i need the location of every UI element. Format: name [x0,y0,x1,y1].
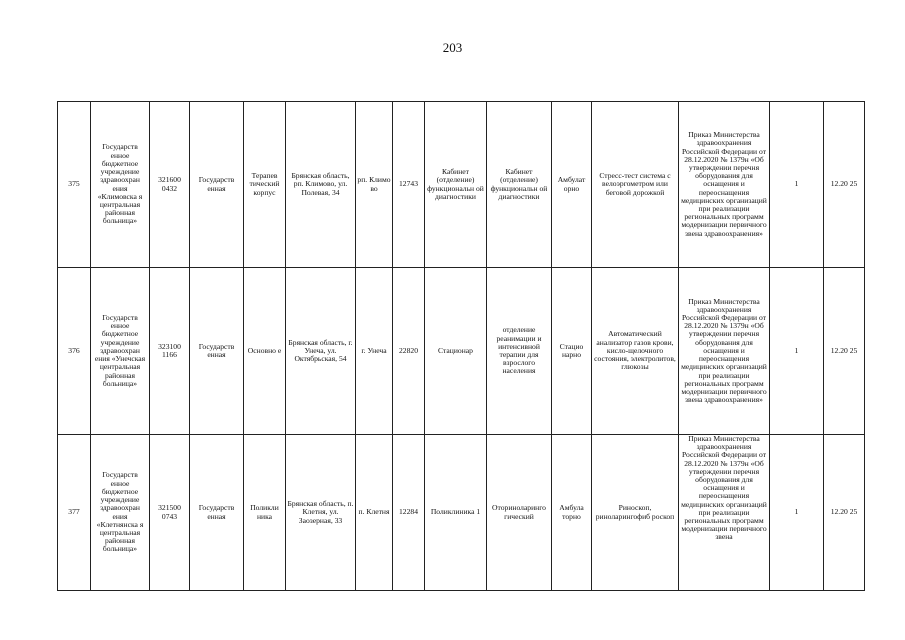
locality: г. Унеча [356,268,393,435]
equipment: Стресс-тест система с велоэргометром или беговой дорожкой [592,102,679,268]
quantity: 1 [770,435,824,591]
care-type: Амбулат орно [552,102,592,268]
deadline: 12.20 25 [824,102,865,268]
care-type: Стацио нарно [552,268,592,435]
locality-index: 12284 [393,435,425,591]
subunit: Оториноларинго гический [487,435,552,591]
locality-index: 12743 [393,102,425,268]
care-type: Амбула торно [552,435,592,591]
ownership-form: Государств енная [190,435,244,591]
subunit: отделение реанимации и интенсивной терапии для взрослого населения [487,268,552,435]
address: Брянская область, г. Унеча, ул. Октябрьская, 54 [286,268,356,435]
deadline: 12.20 25 [824,268,865,435]
building: Терапев тический корпус [244,102,286,268]
legal-basis: Приказ Министерства здравоохранения Российской Федерации от 28.12.2020 № 1379н «Об утверждении перечня оборудования для оснащения и переоснащения медицинских организаций при реализации региональных программ модернизации первичного звена здравоохранения» [679,102,770,268]
legal-basis: Приказ Министерства здравоохранения Российской Федерации от 28.12.2020 № 1379н «Об утверждении перечня оборудования для оснащения и переоснащения медицинских организаций при реализации региональных программ модернизации первичного звена [679,435,770,591]
table-row [58,102,865,268]
building: Основно е [244,268,286,435]
organization-code: 321600 0432 [150,102,190,268]
registry-table [57,101,865,591]
deadline: 12.20 25 [824,435,865,591]
quantity: 1 [770,268,824,435]
organization-name: Государств енное бюджетное учреждение здравоохран ения «Клетнянска я центральная районная больница» [91,435,150,591]
unit: Поликлиника 1 [425,435,487,591]
legal-basis: Приказ Министерства здравоохранения Российской Федерации от 28.12.2020 № 1379н «Об утверждении перечня оборудования для оснащения и переоснащения медицинских организаций при реализации региональных программ модернизации первичного звена здравоохранения» [679,268,770,435]
locality: рп. Климо во [356,102,393,268]
locality-index: 22820 [393,268,425,435]
subunit: Кабинет (отделение) функциональн ой диагностики [487,102,552,268]
organization-name: Государств енное бюджетное учреждение здравоохран ения «Унечская центральная районная больница» [91,268,150,435]
equipment: Автоматический анализатор газов крови, кисло-щелочного состояния, электролитов, глюкозы [592,268,679,435]
row-number: 376 [58,268,91,435]
organization-name: Государств енное бюджетное учреждение здравоохран ения «Климовска я центральная районная больница» [91,102,150,268]
table-row [58,268,865,435]
organization-code: 321500 0743 [150,435,190,591]
organization-code: 323100 1166 [150,268,190,435]
address: Брянская область, п. Клетня, ул. Заозерная, 33 [286,435,356,591]
equipment: Риноскоп, риноларингофиб роскоп [592,435,679,591]
locality: п. Клетня [356,435,393,591]
row-number: 377 [58,435,91,591]
building: Поликли ника [244,435,286,591]
page-number: 203 [442,40,463,55]
quantity: 1 [770,102,824,268]
unit: Стационар [425,268,487,435]
unit: Кабинет (отделение) функциональн ой диагностики [425,102,487,268]
address: Брянская область, рп. Климово, ул. Полевая, 34 [286,102,356,268]
ownership-form: Государств енная [190,102,244,268]
ownership-form: Государств енная [190,268,244,435]
row-number: 375 [58,102,91,268]
table-row [58,435,865,591]
